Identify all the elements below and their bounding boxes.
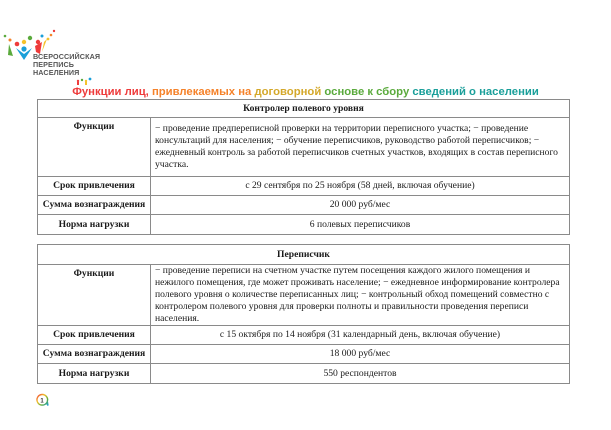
row-value: 6 полевых переписчиков <box>151 215 570 235</box>
table-row <box>38 364 570 384</box>
controller-table <box>37 99 570 235</box>
logo-line-1: ВСЕРОССИЙСКАЯ <box>33 52 101 61</box>
row-value: − проведение переписи на счетном участке путем посещения каждого жилого помещения и нежилого помещения, где может проживать население; − ежедневное информирование контролера полевого уровня о количестве переписанных лиц; − контрольный обход помещений совместно с контролером полевого уровня для проверки полноты и правильности проведения переписи населения. <box>151 265 570 326</box>
row-label: Срок привлечения <box>38 177 151 196</box>
table-row <box>38 345 570 364</box>
row-value: 18 000 руб/мес <box>151 345 570 364</box>
table-header: Контролер полевого уровня <box>38 100 570 118</box>
row-label: Функции <box>38 118 151 177</box>
table-row <box>38 177 570 196</box>
logo-line-3: НАСЕЛЕНИЯ <box>33 68 80 77</box>
row-label: Срок привлечения <box>38 326 151 345</box>
row-label: Сумма вознаграждения <box>38 196 151 215</box>
title-part-4: основе к сбору <box>324 86 413 98</box>
page-title <box>0 86 611 98</box>
row-label: Функции <box>38 265 151 326</box>
row-label: Норма нагрузки <box>38 364 151 384</box>
table-row <box>38 118 570 177</box>
table-row <box>38 215 570 235</box>
speech-bubble-page-icon <box>35 393 49 407</box>
row-value: с 29 сентября по 25 ноября (58 дней, включая обучение) <box>151 177 570 196</box>
row-value: 20 000 руб/мес <box>151 196 570 215</box>
title-part-5: сведений о населении <box>412 86 539 98</box>
title-part-2: привлекаемых на <box>151 86 255 98</box>
row-value: с 15 октября по 14 ноября (31 календарный день, включая обучение) <box>151 326 570 345</box>
logo-wordmark <box>33 53 100 77</box>
table-header: Переписчик <box>38 245 570 265</box>
page-number: 1 <box>40 398 44 405</box>
title-part-3: договорной <box>254 86 325 98</box>
row-value: − проведение предпереписной проверки на территории переписного участка; − проведение консультаций для населения; − обучение переписчиков, руководство работой переписчиков; − ежедневный контроль за работой переписчиков счетных участков, входящих в состав переписного участка. <box>151 118 570 177</box>
title-part-1: Функции лиц, <box>72 86 152 98</box>
row-value: 550 респондентов <box>151 364 570 384</box>
table-row <box>38 265 570 326</box>
row-label: Норма нагрузки <box>38 215 151 235</box>
row-label: Сумма вознаграждения <box>38 345 151 364</box>
logo-line-2: ПЕРЕПИСЬ <box>33 60 75 69</box>
page-number-badge <box>35 393 49 407</box>
table-row <box>38 196 570 215</box>
table-row <box>38 326 570 345</box>
enumerator-table <box>37 244 570 384</box>
